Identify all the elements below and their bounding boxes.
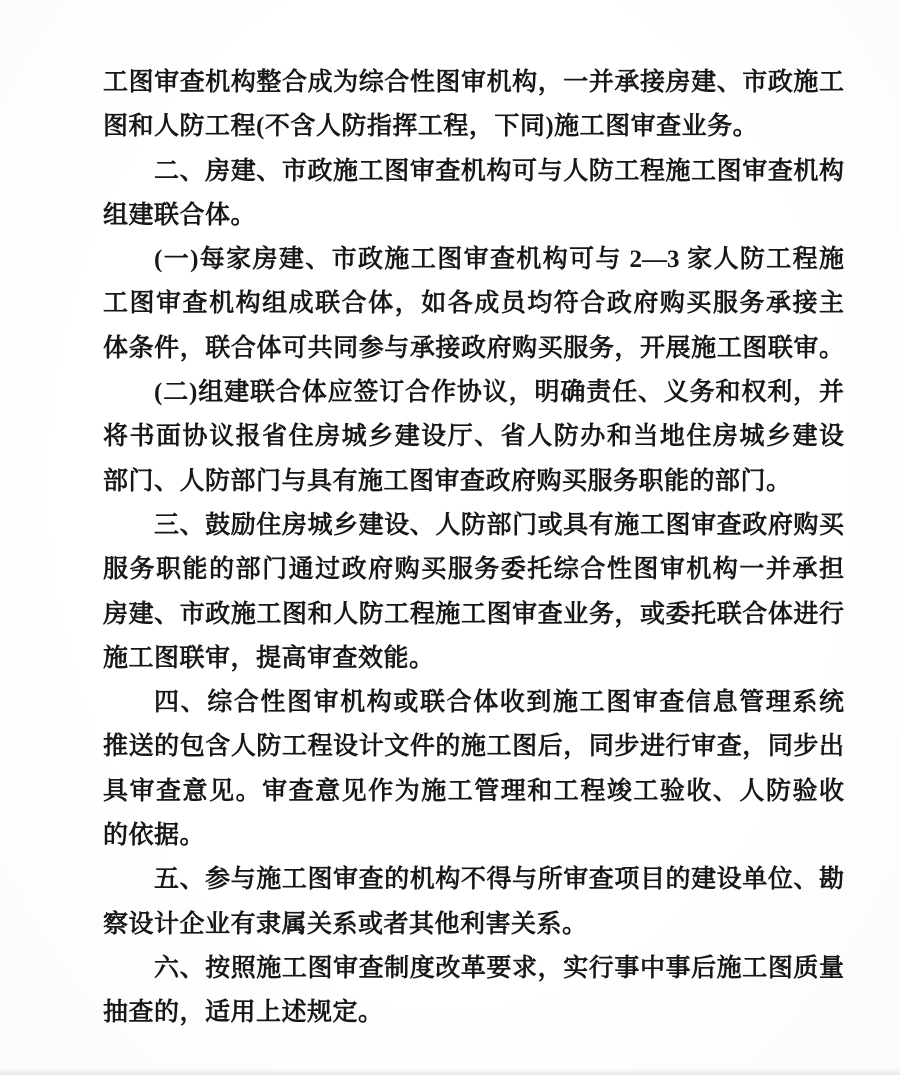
text-line: 三、鼓励住房城乡建设、人防部门或具有施工图审查政府购买 <box>154 511 844 539</box>
text-line: 二、房建、市政施工图审查机构可与人防工程施工图审查机构 <box>154 157 844 185</box>
text-line: 将书面协议报省住房城乡建设厅、省人防办和当地住房城乡建设 <box>103 423 844 451</box>
text-line: 房建、市政施工图和人防工程施工图审查业务，或委托联合体进行 <box>103 600 844 628</box>
text-line: (二)组建联合体应签订合作协议，明确责任、义务和权利，并 <box>154 379 844 407</box>
text-line: 五、参与施工图审查的机构不得与所审查项目的建设单位、勘 <box>154 866 844 894</box>
text-line: 抽查的，适用上述规定。 <box>103 999 384 1027</box>
text-line: 部门、人防部门与具有施工图审查政府购买服务职能的部门。 <box>103 467 792 495</box>
text-line: 服务职能的部门通过政府购买服务委托综合性图审机构一并承担 <box>103 556 844 584</box>
text-line: 体条件，联合体可共同参与承接政府购买服务，开展施工图联审。 <box>103 334 844 362</box>
text-line: 工图审查机构整合成为综合性图审机构，一并承接房建、市政施工 <box>103 69 844 96</box>
scan-bottom-edge-shadow <box>0 1068 900 1075</box>
text-line: 四、综合性图审机构或联合体收到施工图审查信息管理系统 <box>154 689 844 717</box>
text-line: (一)每家房建、市政施工图审查机构可与 2—3 家人防工程施 <box>154 246 844 274</box>
text-line: 察设计企业有隶属关系或者其他利害关系。 <box>103 910 588 938</box>
text-line: 工图审查机构组成联合体，如各成员均符合政府购买服务承接主 <box>103 290 844 318</box>
text-line: 具审查意见。审查意见作为施工管理和工程竣工验收、人防验收 <box>103 777 844 805</box>
document-text-block <box>103 61 844 1036</box>
text-line: 六、按照施工图审查制度改革要求，实行事中事后施工图质量 <box>154 954 844 982</box>
text-line: 图和人防工程(不含人防指挥工程，下同)施工图审查业务。 <box>103 113 759 141</box>
text-line: 的依据。 <box>103 822 206 850</box>
text-line: 推送的包含人防工程设计文件的施工图后，同步进行审查，同步出 <box>103 733 844 761</box>
text-line: 施工图联审，提高审查效能。 <box>103 644 435 672</box>
text-line: 组建联合体。 <box>103 201 257 229</box>
